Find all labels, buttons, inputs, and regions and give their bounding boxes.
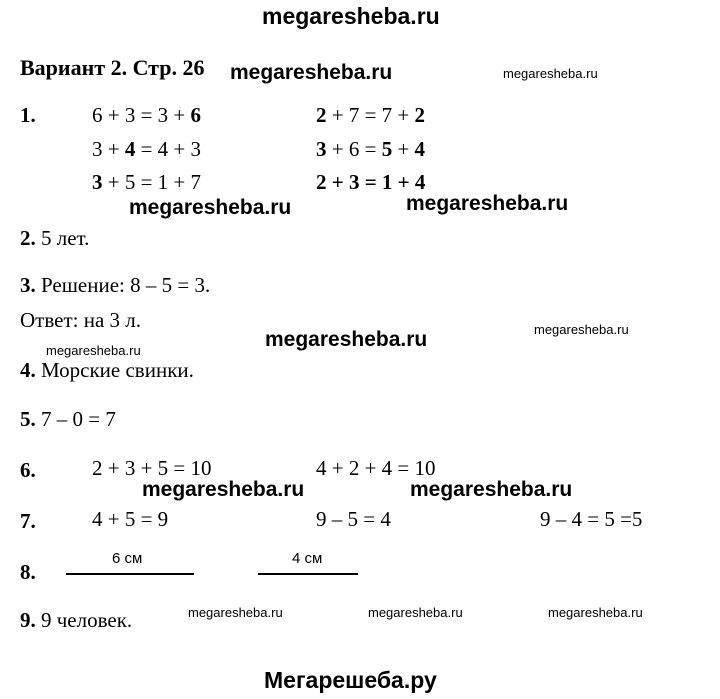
page-title: Вариант 2. Стр. 26 [20,55,205,80]
watermark: megaresheba.ru [188,605,283,620]
equation: 9 – 4 = 5 =5 [540,507,643,531]
watermark: megaresheba.ru [368,605,463,620]
task-4: 4. Морские свинки. [20,358,194,382]
equation: 9 – 5 = 4 [316,507,391,531]
equation: 4 + 2 + 4 = 10 [316,456,436,480]
equation: 6 + 3 = 3 + 6 [92,103,202,127]
watermark: megaresheba.ru [548,605,643,620]
equation: 3 + 5 = 1 + 7 [92,170,202,194]
equation: 3 + 4 = 4 + 3 [92,137,202,161]
watermark: megaresheba.ru [410,478,573,501]
segment-line [258,573,358,575]
segment-label: 4 см [292,550,323,567]
task-2: 2. 5 лет. [20,226,90,250]
watermark: megaresheba.ru [265,328,428,351]
footer-site: Мегарешеба.ру [264,667,437,693]
watermark: megaresheba.ru [230,61,393,84]
watermark: megaresheba.ru [406,192,569,215]
equation: 2 + 3 + 5 = 10 [92,456,212,480]
watermark: megaresheba.ru [46,343,141,358]
watermark: megaresheba.ru [534,322,629,337]
task-number: 1. [20,103,36,127]
task-number: 7. [20,509,36,533]
task-5: 5. 7 – 0 = 7 [20,407,116,431]
watermark: megaresheba.ru [142,478,305,501]
task-number: 8. [20,560,36,584]
segment-label: 6 см [112,550,143,567]
header-site: megaresheba.ru [262,3,440,29]
equation: 2 + 3 = 1 + 4 [316,170,426,194]
equation: 3 + 6 = 5 + 4 [316,137,426,161]
watermark: megaresheba.ru [129,196,292,219]
task-3: 3. Решение: 8 – 5 = 3. [20,273,211,297]
task-9: 9. 9 человек. [20,608,133,632]
watermark: megaresheba.ru [503,66,598,81]
equation: 4 + 5 = 9 [92,507,169,531]
task-number: 6. [20,458,36,482]
equation: 2 + 7 = 7 + 2 [316,103,426,127]
segment-line [66,573,194,575]
task-3-answer: Ответ: на 3 л. [20,308,142,332]
